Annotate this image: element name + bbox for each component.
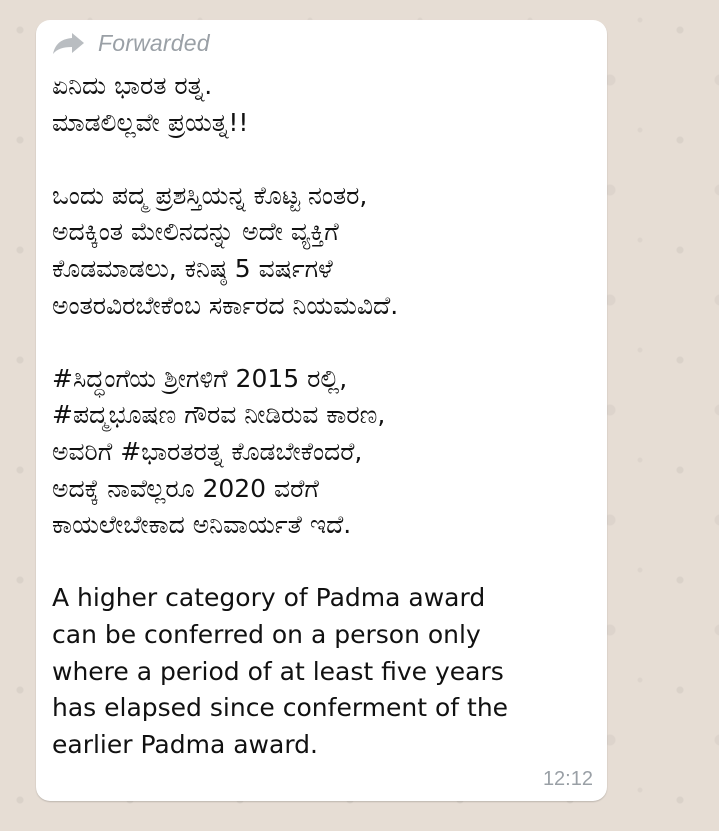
message-line: ಕೊಡಮಾಡಲು, ಕನಿಷ್ಠ 5 ವರ್ಷಗಳೆ xyxy=(52,253,333,283)
message-blank-line xyxy=(52,544,597,581)
message-line: ಒಂದು ಪದ್ಮ ಪ್ರಶಸ್ತಿಯನ್ನ ಕೊಟ್ಟ ನಂತರ, xyxy=(52,180,368,210)
message-line: earlier Padma award. xyxy=(52,729,318,759)
message-line: where a period of at least five years xyxy=(52,656,504,686)
message-text xyxy=(52,68,597,763)
message-line: can be conferred on a person only xyxy=(52,619,481,649)
forward-arrow-icon xyxy=(52,31,86,55)
message-line: ಕಾಯಲೇಬೇಕಾದ ಅನಿವಾರ್ಯತೆ ಇದೆ. xyxy=(52,510,352,540)
message-line: #ಸಿದ್ಧಂಗೆಯ ಶ್ರೀಗಳಿಗೆ 2015 ರಲ್ಲಿ, xyxy=(52,363,348,393)
message-line: ಏನಿದು ಭಾರತ ರತ್ನ. xyxy=(52,71,213,100)
message-line: #ಪದ್ಮಭೂಷಣ ಗೌರವ ನೀಡಿರುವ ಕಾರಣ, xyxy=(52,400,386,430)
message-line: ಅದಕ್ಕಿಂತ ಮೇಲಿನದನ್ನು ಅದೇ ವ್ಯಕ್ತಿಗೆ xyxy=(52,217,339,247)
message-line: ಅವರಿಗೆ #ಭಾರತರತ್ನ ಕೊಡಬೇಕೆಂದರೆ, xyxy=(52,436,363,466)
message-timestamp: 12:12 xyxy=(542,768,593,790)
message-blank-line xyxy=(52,324,597,361)
message-line: ಅಂತರವಿರಬೇಕೆಂಬ ಸರ್ಕಾರದ ನಿಯಮವಿದೆ. xyxy=(52,290,399,320)
forwarded-indicator xyxy=(52,28,210,58)
message-line: ಅದಕ್ಕೆ ನಾವೆಲ್ಲರೂ 2020 ವರೆಗೆ xyxy=(52,473,319,503)
message-line: has elapsed since conferment of the xyxy=(52,693,509,723)
message-blank-line xyxy=(52,141,597,178)
message-line: ಮಾಡಲಿಲ್ಲವೇ ಪ್ರಯತ್ನ!! xyxy=(52,107,249,137)
forwarded-label: Forwarded xyxy=(98,29,210,56)
message-line: A higher category of Padma award xyxy=(52,583,486,613)
message-bubble[interactable] xyxy=(36,20,607,801)
